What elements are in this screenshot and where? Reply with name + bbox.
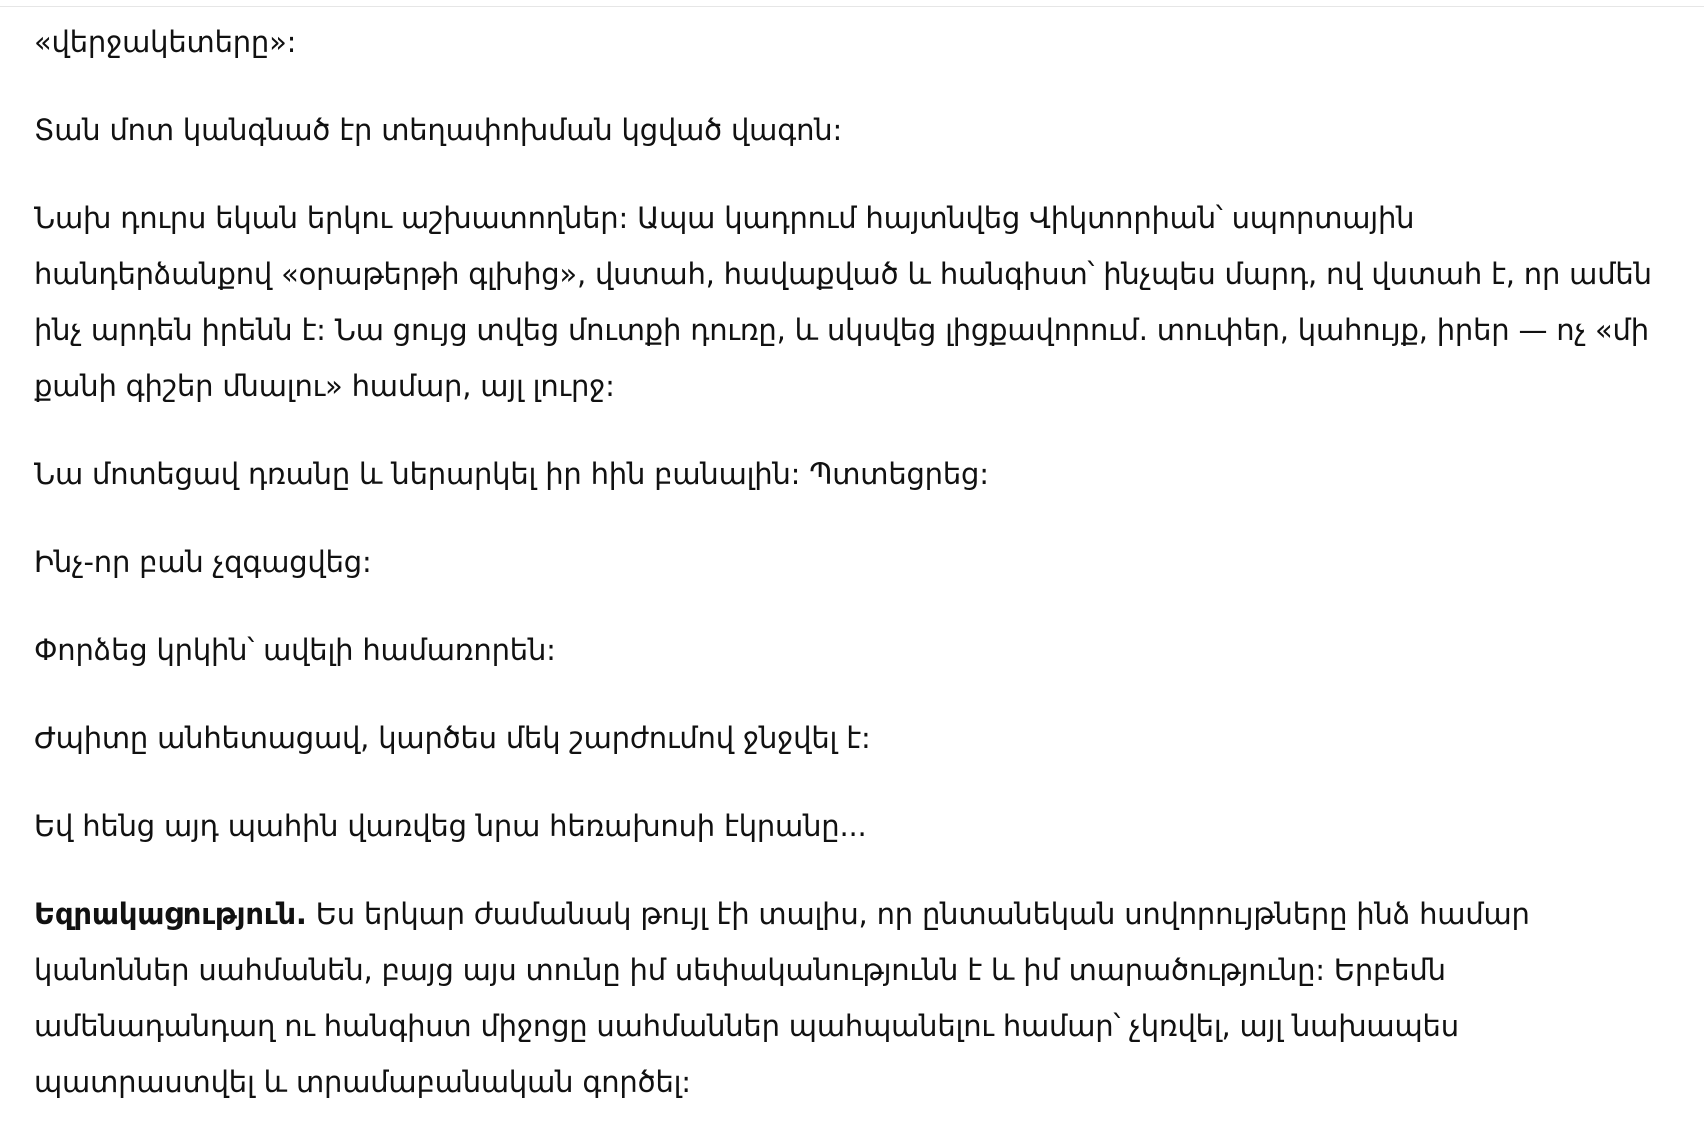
conclusion-text: Ես երկար ժամանակ թույլ էի տալիս, որ ընտանեկան սովորույթները ինձ համար կանոններ սահմանեն, բայց այս տունը իմ սեփականությունն է և իմ տարածությունը: Երբեմն ամենադանդաղ ու հանգիստ միջոցը սահմաններ պահպանելու համար՝ չկռվել, այլ նախապես պատրաստվել և տրամաբանական գործել: — [34, 897, 1530, 1099]
paragraph-tried-again: Փորձեց կրկին՝ ավելի համառորեն: — [34, 633, 556, 667]
paragraph-wagon: Տան մոտ կանգնած էր տեղափոխման կցված վագոն: — [34, 113, 843, 147]
paragraph-workers: Նախ դուրս եկան երկու աշխատողներ: Ապա կադրում հայտնվեց Վիկտորիան՝ սպորտային հանդերձանքով «օրաթերթի գլխից», վստահ, հավաքված և հանգիստ՝ ինչպես մարդ, ով վստահ է, որ ամեն ինչ արդեն իրենն է: Նա ցույց տվեց մուտքի դուռը, և սկսվեց լիցքավորում. տուփեր, կահույք, իրեր — ոչ «մի քանի գիշեր մնալու» համար, այլ լուրջ: — [34, 201, 1652, 403]
paragraph-conclusion — [34, 886, 1654, 1110]
paragraph-key: Նա մոտեցավ դռանը և ներարկել իր հին բանալին: Պտտեցրեց: — [34, 457, 989, 491]
article-body — [34, 14, 1654, 1110]
top-divider — [0, 6, 1704, 7]
paragraph-phone-screen: Եվ հենց այդ պահին վառվեց նրա հեռախոսի էկրանը... — [34, 809, 867, 843]
paragraph-nothing-felt: Ինչ-որ բան չզգացվեց: — [34, 545, 372, 579]
paragraph-smile-faded: Ժպիտը անհետացավ, կարծես մեկ շարժումով ջնջվել է: — [34, 721, 871, 755]
paragraph-ending-quote: «վերջակետերը»: — [34, 25, 297, 59]
conclusion-label: Եզրակացություն. — [34, 897, 307, 931]
